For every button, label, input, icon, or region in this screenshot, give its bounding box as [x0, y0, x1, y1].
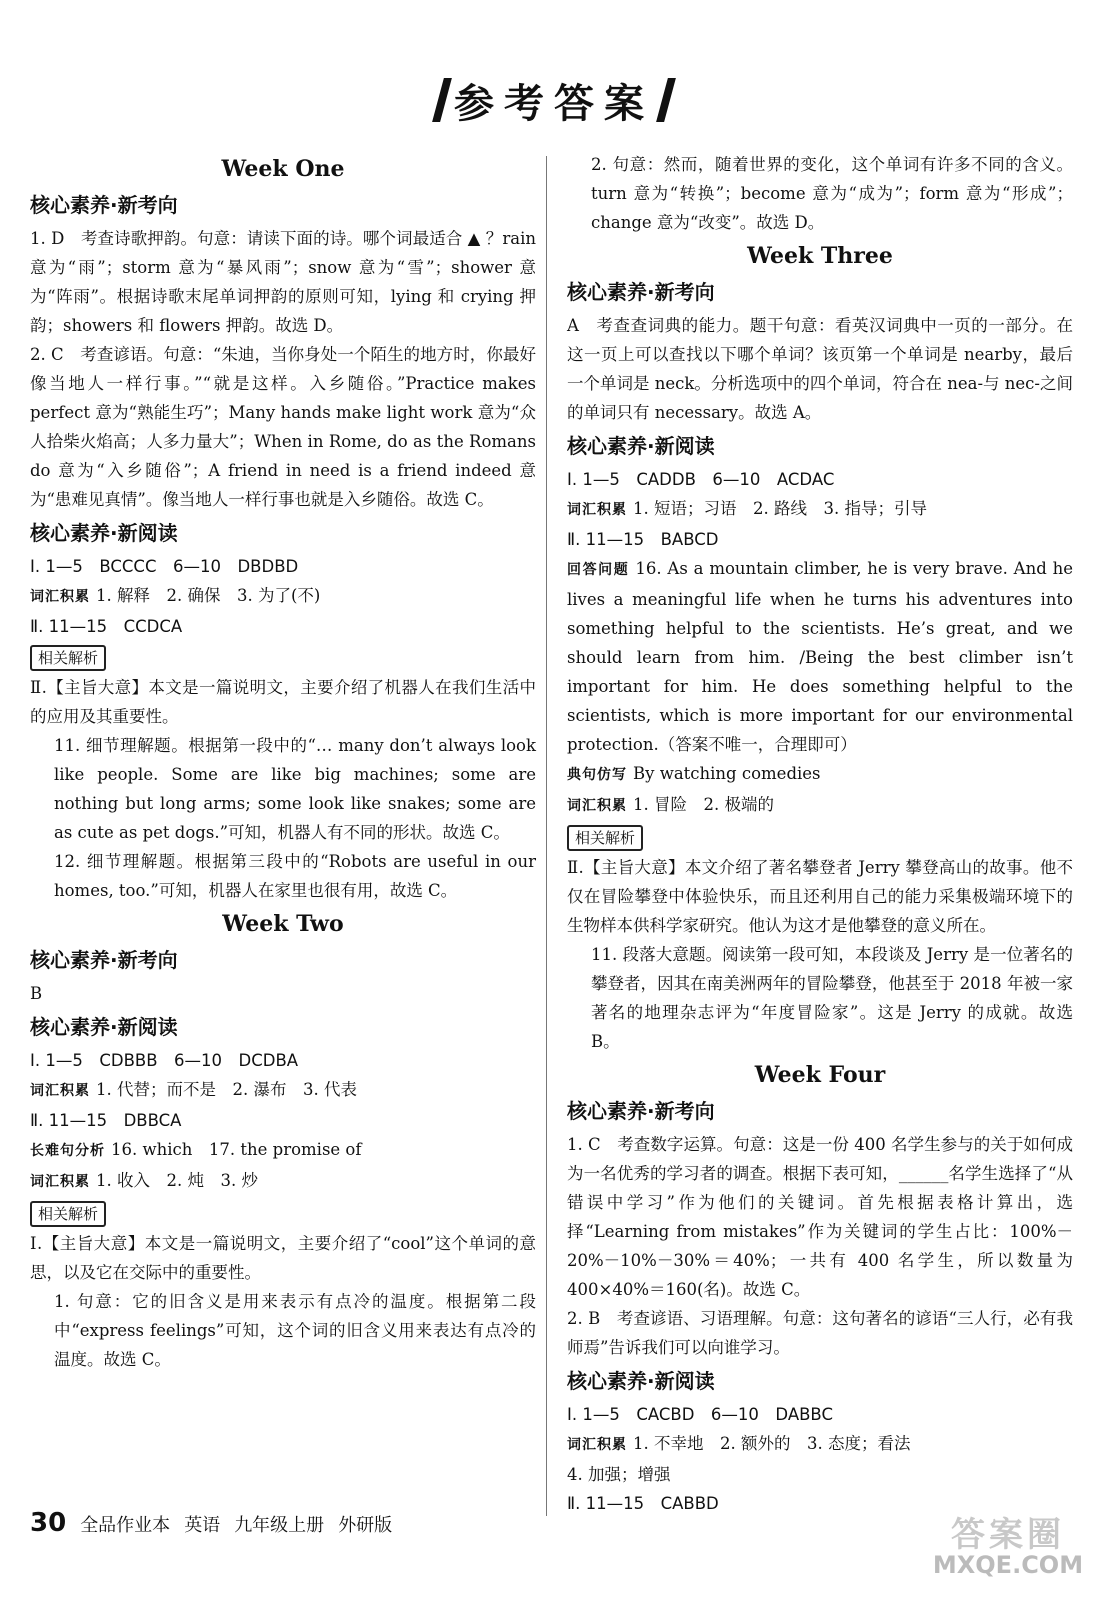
slash-decoration	[656, 78, 676, 122]
answer-banner	[0, 70, 1108, 130]
week-title: Week One	[221, 156, 345, 182]
section-title: 核心素养·新阅读	[567, 1369, 715, 1393]
main-idea: Ⅱ.【主旨大意】本文是一篇说明文，主要介绍了机器人在我们生活中的应用及其重要性。	[30, 678, 536, 726]
model-sentence-label: 典句仿写	[567, 767, 627, 783]
explanation-item: 2. 句意：然而，随着世界的变化，这个单词有许多不同的含义。turn 意为“转换”；become 意为“成为”；form 意为“形成”；change 意为“改变”。故选 D。	[591, 155, 1073, 232]
vocab-label: 词汇积累	[30, 1174, 90, 1190]
answer-key: Ⅰ. 1—5 CACBD 6—10 DABBC	[567, 1405, 833, 1424]
section-title: 核心素养·新考向	[567, 1099, 715, 1123]
vocab-label: 词汇积累	[567, 1437, 627, 1453]
model-sentence-text: By watching comedies	[633, 764, 821, 783]
section-title: 核心素养·新阅读	[30, 1015, 178, 1039]
subject: 英语	[184, 1515, 221, 1536]
grade: 九年级上册	[234, 1515, 325, 1536]
page-number: 30	[30, 1508, 67, 1538]
book-name: 全品作业本	[80, 1515, 171, 1536]
page-title: 参考答案	[454, 80, 654, 127]
explanation-item: 11. 段落大意题。阅读第一段可知，本段谈及 Jerry 是一位著名的攀登者，因其在南美洲两年的冒险攀登，他甚至于 2018 年被一家著名的地理杂志评为“年度冒险家”。这是 Jerry 的成就。故选 B。	[591, 945, 1073, 1051]
page-footer	[30, 1508, 392, 1538]
vocab-answers: 1. 收入 2. 炖 3. 炒	[96, 1171, 258, 1190]
analysis-tag: 相关解析	[567, 825, 643, 851]
slash-decoration	[432, 78, 452, 122]
main-idea: Ⅱ.【主旨大意】本文介绍了著名攀登者 Jerry 攀登高山的故事。他不仅在冒险攀登中体验快乐，而且还利用自己的能力采集极端环境下的生物样本供科学家研究。他认为这才是他攀登的意义所在。	[567, 858, 1073, 935]
column-divider	[546, 156, 547, 1516]
answer-key: Ⅰ. 1—5 BCCCC 6—10 DBDBD	[30, 557, 299, 576]
explanation-item: 11. 细节理解题。根据第一段中的“… many don’t always look like people. Some are like big machines; some are nothing but long arms; some look like snakes; some are as cute as pet dogs.”可知，机器人有不同的形状。故选 C。	[54, 736, 536, 842]
answer-key: Ⅱ. 11—15 BABCD	[567, 530, 719, 549]
left-column	[30, 150, 536, 1374]
answer-question-label: 回答问题	[567, 562, 630, 578]
vocab-label: 词汇积累	[30, 1083, 90, 1099]
answer-key: Ⅰ. 1—5 CADDB 6—10 ACDAC	[567, 470, 835, 489]
answer-item: B	[30, 984, 43, 1003]
section-title: 核心素养·新考向	[30, 193, 178, 217]
week-title: Week Three	[747, 243, 893, 269]
vocab-label: 词汇积累	[30, 589, 90, 605]
watermark-logo: 答案圈 MXQE.COM	[932, 1515, 1084, 1579]
answer-item: A 考查查词典的能力。题干句意：看英汉词典中一页的一部分。在这一页上可以查找以下哪个单词？该页第一个单词是 nearby，最后一个单词是 neck。分析选项中的四个单词，符合在 nea-与 nec-之间的单词只有 necessary。故选 A。	[567, 316, 1073, 422]
main-idea: Ⅰ.【主旨大意】本文是一篇说明文，主要介绍了“cool”这个单词的意思，以及它在交际中的重要性。	[30, 1234, 536, 1282]
answer-item: 1. D 考查诗歌押韵。句意：请读下面的诗。哪个词最适合 ▲ ？rain 意为“雨”；storm 意为“暴风雨”；snow 意为“雪”；shower 意为“阵雨”。根据诗歌末尾单词押韵的原则可知，lying 和 crying 押韵；showers 和 flowers 押韵。故选 D。	[30, 229, 536, 335]
vocab-answers: 1. 不幸地 2. 额外的 3. 态度；看法	[633, 1434, 911, 1453]
answer-key: Ⅱ. 11—15 CCDCA	[30, 617, 183, 636]
answer-item: 2. C 考查谚语。句意：“朱迪，当你身处一个陌生的地方时，你最好像当地人一样行事。”“就是这样。入乡随俗。”Practice makes perfect 意为“熟能生巧”；Many hands make light work 意为“众人拾柴火焰高；人多力量大”；When in Rome, do as the Romans do 意为“入乡随俗”；A friend in need is a friend indeed 意为“患难见真情”。像当地人一样行事也就是入乡随俗。故选 C。	[30, 345, 536, 509]
vocab-label: 词汇积累	[567, 798, 627, 814]
answer-key: Ⅱ. 11—15 CABBD	[567, 1494, 719, 1513]
sentence-analysis-label: 长难句分析	[30, 1143, 105, 1159]
section-title: 核心素养·新阅读	[567, 434, 715, 458]
answer-key: Ⅰ. 1—5 CDBBB 6—10 DCDBA	[30, 1051, 299, 1070]
vocab-label: 词汇积累	[567, 502, 627, 518]
answer-item: 1. C 考查数字运算。句意：这是一份 400 名学生参与的关于如何成为一名优秀的学习者的调查。根据下表可知，______名学生选择了“从错误中学习”作为他们的关键词。首先根据表格计算出，选择“Learning from mistakes”作为关键词的学生占比：100%－20%－10%－30%＝40%；一共有 400 名学生，所以数量为 400×40%＝160(名)。故选 C。	[567, 1135, 1073, 1299]
vocab-answers: 1. 代替；而不是 2. 瀑布 3. 代表	[96, 1080, 357, 1099]
vocab-answers: 1. 冒险 2. 极端的	[633, 795, 774, 814]
answer-item: 2. B 考查谚语、习语理解。句意：这句著名的谚语“三人行，必有我师焉”告诉我们可以向谁学习。	[567, 1309, 1073, 1357]
week-title: Week Four	[754, 1062, 886, 1088]
analysis-tag: 相关解析	[30, 645, 106, 671]
right-column	[567, 150, 1073, 1518]
explanation-item: 12. 细节理解题。根据第三段中的“Robots are useful in our homes, too.”可知，机器人在家里也很有用，故选 C。	[54, 852, 536, 900]
explanation-item: 1. 句意：它的旧含义是用来表示有点冷的温度。根据第二段中“express feelings”可知，这个词的旧含义用来表达有点冷的温度。故选 C。	[54, 1292, 536, 1369]
edition: 外研版	[338, 1515, 393, 1536]
vocab-answers-continued: 4. 加强；增强	[567, 1465, 671, 1484]
sentence-analysis-answers: 16. which 17. the promise of	[111, 1140, 362, 1159]
section-title: 核心素养·新阅读	[30, 521, 178, 545]
answer-key: Ⅱ. 11—15 DBBCA	[30, 1111, 182, 1130]
week-title: Week Two	[222, 911, 344, 937]
vocab-answers: 1. 短语；习语 2. 路线 3. 指导；引导	[633, 499, 927, 518]
section-title: 核心素养·新考向	[30, 948, 178, 972]
analysis-tag: 相关解析	[30, 1201, 106, 1227]
answer-question-text: 16. As a mountain climber, he is very brave. And he lives a meaningful life when he turns his adventures into something helpful to the scientists. He’s great, and we should learn from him. /Being the best climber isn’t important for him. He does something helpful to the scientists, which is more important for our environmental protection.（答案不唯一，合理即可）	[567, 559, 1073, 754]
section-title: 核心素养·新考向	[567, 280, 715, 304]
vocab-answers: 1. 解释 2. 确保 3. 为了(不)	[96, 586, 321, 605]
